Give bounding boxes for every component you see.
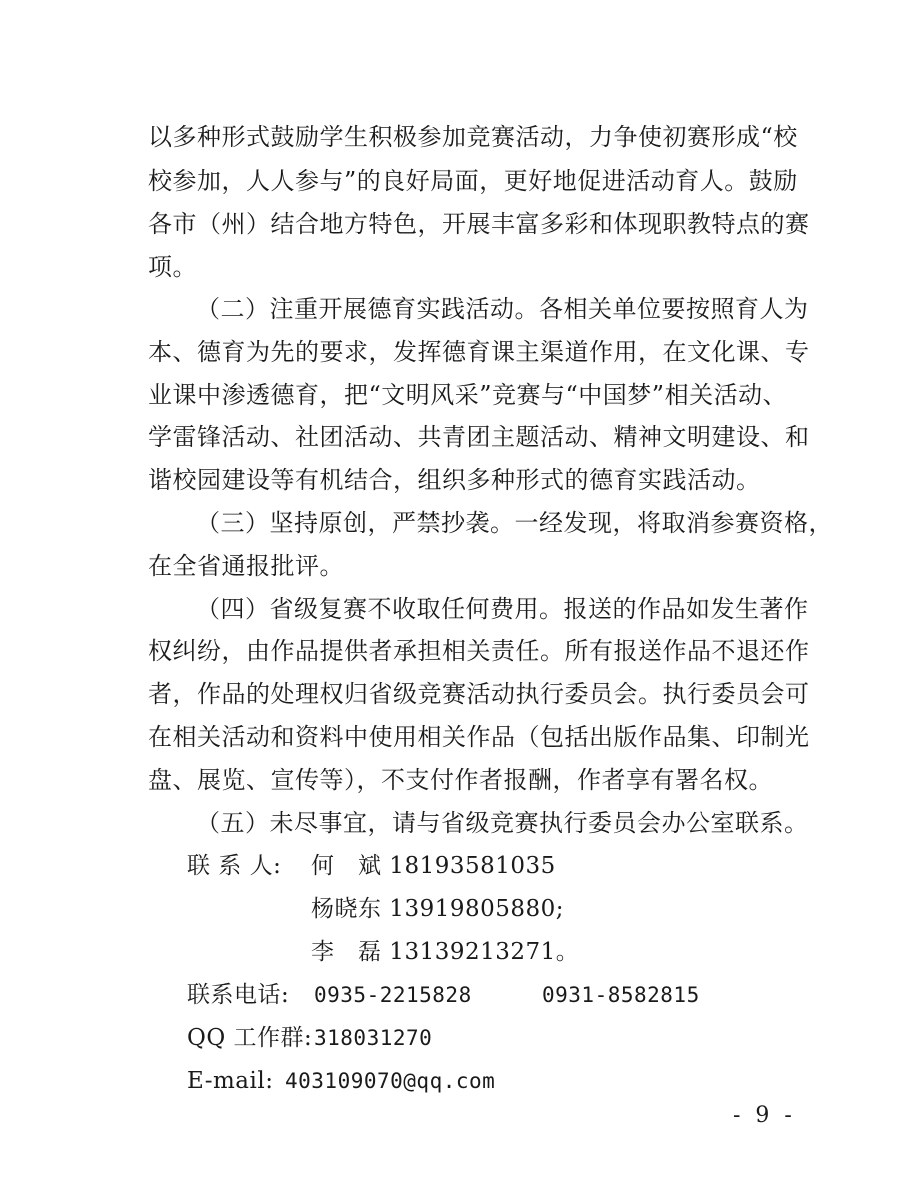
paragraph-4-line-3: 者，作品的处理权归省级竞赛活动执行委员会。执行委员会可: [148, 680, 810, 708]
paragraph-1-line-4: 项。: [148, 253, 197, 281]
qq-group-number: 318031270: [314, 1026, 433, 1050]
paragraph-4-line-2: 权纠纷，由作品提供者承担相关责任。所有报送作品不退还作: [148, 637, 810, 665]
paragraph-4-line-4: 在相关活动和资料中使用相关作品（包括出版作品集、印制光: [148, 723, 810, 751]
phone-number-1: 0935-2215828: [314, 983, 472, 1007]
email-address: 403109070@qq.com: [285, 1069, 496, 1093]
paragraph-2-line-1: （二）注重开展德育实践活动。各相关单位要按照育人为: [196, 295, 809, 323]
paragraph-4-line-1: （四）省级复赛不收取任何费用。报送的作品如发生著作: [196, 595, 809, 623]
phone-number-2: 0931-8582815: [542, 983, 700, 1007]
paragraph-3-line-1: （三）坚持原创，严禁抄袭。一经发现，将取消参赛资格，: [196, 509, 833, 537]
paragraph-1-line-3: 各市（州）结合地方特色，开展丰富多彩和体现职教特点的赛: [148, 210, 810, 238]
paragraph-2-line-3: 业课中渗透德育，把“文明风采”竞赛与“中国梦”相关活动、: [148, 381, 788, 409]
contact-label: 联 系 人:: [187, 853, 282, 879]
paragraph-3-line-2: 在全省通报批评。: [148, 552, 344, 580]
paragraph-2-line-5: 谐校园建设等有机结合，组织多种形式的德育实践活动。: [148, 466, 761, 494]
paragraph-4-line-5: 盘、展览、宣传等），不支付作者报酬，作者享有署名权。: [148, 766, 773, 794]
phone-label: 联系电话:: [187, 982, 290, 1008]
page-number: - 9 -: [733, 1103, 796, 1128]
email-label: E-mail:: [187, 1068, 274, 1094]
paragraph-1-line-1: 以多种形式鼓励学生积极参加竞赛活动，力争使初赛形成“校: [148, 123, 798, 151]
paragraph-2-line-2: 本、德育为先的要求，发挥德育课主渠道作用，在文化课、专: [148, 338, 810, 366]
contact-person-3: 李 磊 13139213271。: [311, 939, 580, 965]
qq-label: QQ 工作群:: [187, 1025, 313, 1051]
paragraph-5-line-1: （五）未尽事宜，请与省级竞赛执行委员会办公室联系。: [196, 809, 809, 837]
paragraph-2-line-4: 学雷锋活动、社团活动、共青团主题活动、精神文明建设、和: [148, 423, 810, 451]
paragraph-1-line-2: 校参加，人人参与”的良好局面，更好地促进活动育人。鼓励: [148, 167, 798, 195]
contact-person-1: 何 斌 18193581035: [311, 853, 556, 879]
contact-person-2: 杨晓东 13919805880;: [311, 896, 565, 922]
